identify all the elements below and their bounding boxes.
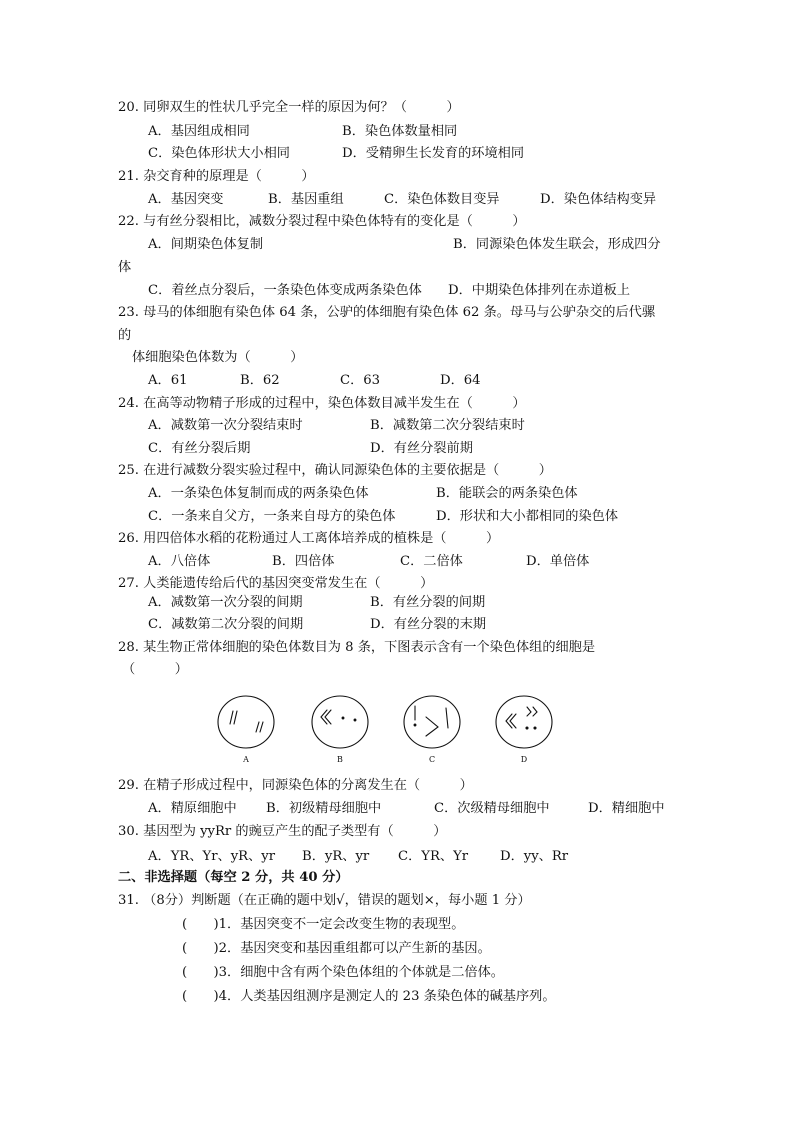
q25-option-c: C．一条来自父方，一条来自母方的染色体: [148, 509, 396, 524]
q22-option-c: C．着丝点分裂后，一条染色体变成两条染色体: [148, 283, 422, 298]
q31-item-1: ( )1．基因突变不一定会改变生物的表现型。: [182, 917, 465, 932]
q25-option-b: B．能联会的两条染色体: [436, 486, 578, 501]
q20-option-a: A．基因组成相同: [148, 124, 250, 139]
q20-option-d: D．受精卵生长发育的环境相同: [342, 146, 525, 161]
q22-stem: 22. 与有丝分裂相比，减数分裂过程中染色体特有的变化是（ ）: [118, 214, 526, 229]
cell-diagram-svg: [200, 688, 570, 768]
q26-stem: 26. 用四倍体水稻的花粉通过人工离体培养成的植株是（ ）: [118, 531, 500, 546]
q23-option-c: C．63: [340, 373, 381, 388]
q22-option-b: B．同源染色体发生联会，形成四分: [453, 237, 661, 252]
q23-stem-cont2: 体细胞染色体数为（ ）: [132, 350, 304, 365]
q26-option-d: D．单倍体: [526, 554, 590, 569]
cell-d-chromosomes: [506, 707, 537, 729]
q30-option-a: A．YR、Yr、yR、yr: [148, 849, 276, 864]
q22-option-d: D．中期染色体排列在赤道板上: [448, 283, 631, 298]
q22-option-b-cont: 体: [118, 260, 132, 275]
q24-option-a: A．减数第一次分裂结束时: [148, 418, 303, 433]
cell-c-chromosomes: [414, 706, 448, 736]
cell-a-chromosomes: [230, 711, 263, 732]
q24-stem: 24. 在高等动物精子形成的过程中，染色体数目减半发生在（ ）: [118, 396, 526, 411]
q29-stem: 29. 在精子形成过程中，同源染色体的分离发生在（ ）: [118, 778, 473, 793]
q27-stem: 27. 人类能遗传给后代的基因突变常发生在（ ）: [118, 576, 434, 591]
q26-option-b: B．四倍体: [272, 554, 335, 569]
cell-a: [218, 696, 274, 748]
cell-b: [312, 696, 368, 748]
cell-diagram: [200, 688, 570, 768]
cell-label-a: A: [243, 755, 249, 764]
q24-option-b: B．减数第二次分裂结束时: [370, 418, 525, 433]
q31-item-3: ( )3．细胞中含有两个染色体组的个体就是二倍体。: [182, 965, 504, 980]
q30-stem: 30. 基因型为 yyRr 的豌豆产生的配子类型有（ ）: [118, 824, 447, 839]
q27-option-c: C．减数第二次分裂的间期: [148, 617, 304, 632]
q24-option-c: C．有丝分裂后期: [148, 441, 251, 456]
cell-label-b: B: [337, 755, 343, 764]
cell-label-c: C: [428, 755, 436, 764]
q25-option-a: A．一条染色体复制而成的两条染色体: [148, 486, 369, 501]
q25-option-d: D．形状和大小都相同的染色体: [436, 509, 619, 524]
q29-option-c: C．次级精母细胞中: [434, 801, 550, 816]
q29-option-a: A．精原细胞中: [148, 801, 237, 816]
q23-option-b: B．62: [240, 373, 280, 388]
q29-option-d: D．精细胞中: [588, 801, 665, 816]
q25-stem: 25. 在进行减数分裂实验过程中，确认同源染色体的主要依据是（ ）: [118, 463, 552, 478]
q30-option-d: D．yy、Rr: [500, 849, 569, 864]
q21-stem: 21. 杂交育种的原理是（ ）: [118, 169, 315, 184]
q31-item-4: ( )4．人类基因组测序是测定人的 23 条染色体的碱基序列。: [182, 989, 556, 1004]
q24-option-d: D．有丝分裂前期: [370, 441, 473, 456]
cell-label-d: D: [520, 755, 528, 764]
q20-option-c: C．染色体形状大小相同: [148, 146, 290, 161]
q21-option-d: D．染色体结构变异: [540, 192, 657, 207]
q30-option-b: B．yR、yr: [302, 849, 370, 864]
q29-option-b: B．初级精母细胞中: [266, 801, 382, 816]
q21-option-a: A．基因突变: [148, 192, 224, 207]
q20-stem: 20. 同卵双生的性状几乎完全一样的原因为何？（ ）: [118, 100, 460, 115]
cell-d: [496, 696, 552, 748]
q27-option-b: B．有丝分裂的间期: [370, 595, 486, 610]
q26-option-a: A．八倍体: [148, 554, 211, 569]
q21-option-c: C．染色体数目变异: [384, 192, 500, 207]
section-2-title: 二、非选择题（每空 2 分，共 40 分）: [118, 870, 349, 885]
q20-option-b: B．染色体数量相同: [342, 124, 458, 139]
q26-option-c: C．二倍体: [400, 554, 463, 569]
q28-stem-cont: （ ）: [122, 662, 188, 677]
q31-item-2: ( )2．基因突变和基因重组都可以产生新的基因。: [182, 941, 491, 956]
q21-option-b: B．基因重组: [268, 192, 344, 207]
q23-stem: 23. 母马的体细胞有染色体 64 条，公驴的体细胞有染色体 62 条。母马与公驴杂交的后代骡: [118, 305, 656, 320]
q27-option-d: D．有丝分裂的末期: [370, 617, 487, 632]
q23-option-a: A．61: [148, 373, 188, 388]
q23-stem-cont: 的: [118, 328, 132, 343]
cell-b-chromosomes: [321, 710, 356, 724]
q28-stem: 28. 某生物正常体细胞的染色体数目为 8 条，下图表示含有一个染色体组的细胞是: [118, 640, 596, 655]
q31-stem: 31. （8分）判断题（在正确的题中划√，错误的题划×，每小题 1 分）: [118, 893, 531, 908]
q22-option-a: A．间期染色体复制: [148, 237, 264, 252]
q27-option-a: A．减数第一次分裂的间期: [148, 595, 303, 610]
q23-option-d: D．64: [440, 373, 481, 388]
q30-option-c: C．YR、Yr: [398, 849, 469, 864]
